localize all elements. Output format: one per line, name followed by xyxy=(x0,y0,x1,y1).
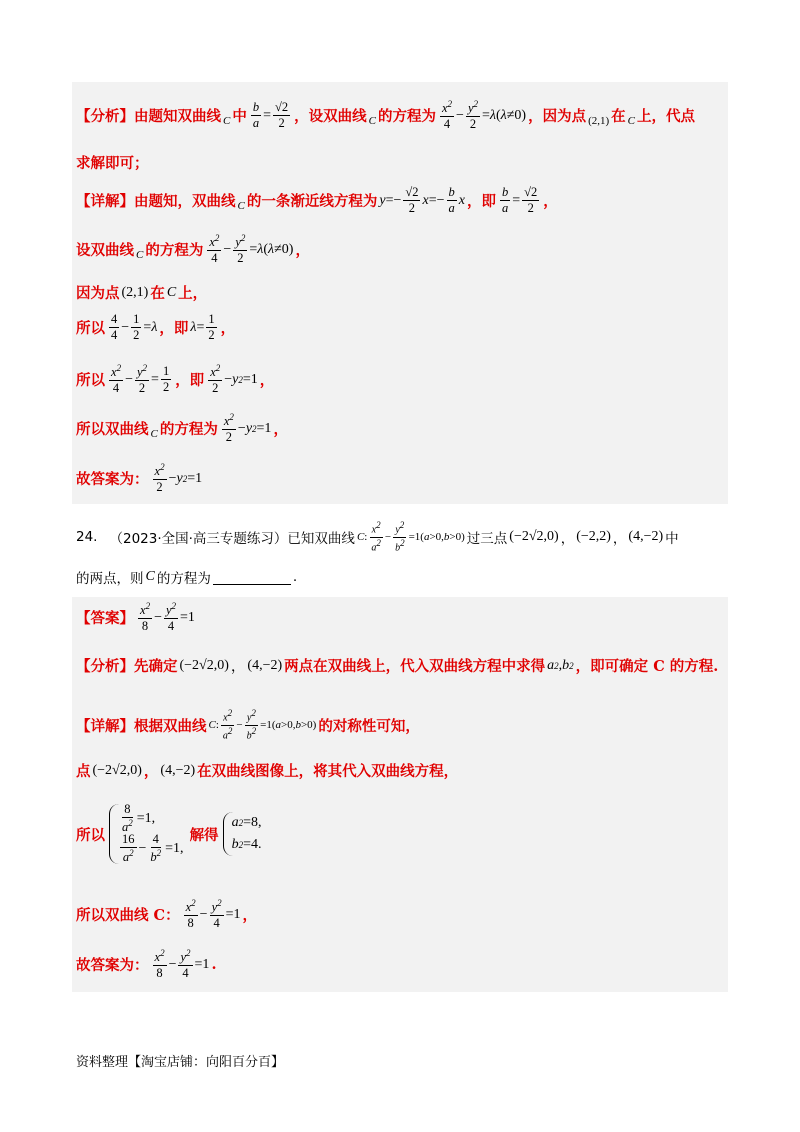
solution-system: a 2 =8, b 2 =4. xyxy=(223,812,264,856)
equation-system: $\frac{8}{a^2}$ =1, $\frac{16}{a^2}$ − $\frac{4}{b^2}$ =1, xyxy=(109,804,186,864)
answer-final-24: 故答案为： $\frac{x^2}{8}$ − $\frac{y^2}{4}$ =1 . xyxy=(76,948,217,981)
detail-line-24-1: 【详解】 根据双曲线 C : $\frac{x^2}{a^2}$ − $\frac{y^2}{b^2}$ =1( a >0, b >0) 的对称性可知， xyxy=(76,708,420,742)
question-24-line-1: 24. （2023·全国·高三专题练习）已知双曲线 C : $\frac{x^2}{a^2}$ − $\frac{y^2}{b^2}$ =1( a >0, b >0) 过三点 (−2√2,0) ， (−2,2) ， (4,−2) 中 xyxy=(76,520,679,554)
detail-line-4: 所以 $\frac{4}{4}$ − $\frac{1}{2}$ = λ ，即 λ = $\frac{1}{2}$ ， xyxy=(76,312,236,343)
answer-blank[interactable] xyxy=(213,570,291,585)
analysis-line-2: 求解即可； xyxy=(76,155,149,172)
detail-line-6: 所以双曲线 C 的方程为 $\frac{x^2}{2}$ − y 2 =1 ， xyxy=(76,412,288,445)
detail-line-3: 因为点 (2,1) 在 C 上， xyxy=(76,284,208,302)
footer-credit: 资料整理【淘宝店铺：向阳百分百】 xyxy=(76,1055,285,1070)
detail-line-24-3: 所以 $\frac{8}{a^2}$ =1, $\frac{16}{a^2}$ − $\frac{4}{b^2}$ =1, 解得 a 2 =8, b 2 =4. xyxy=(76,802,262,865)
analysis-line-24: 【分析】 先确定 (−2√2,0) ， (4,−2) 两点在双曲线上，代入双曲线方程中求得 a 2 , b 2 ，即可确定 C 的方程. xyxy=(76,657,719,675)
detail-line-5: 所以 $\frac{x^2}{4}$ − $\frac{y^2}{2}$ = $\frac{1}{2}$ ，即 $\frac{x^2}{2}$ − y 2 =1 ， xyxy=(76,363,275,396)
answer-line-24: 【答案】 $\frac{x^2}{8}$ − $\frac{y^2}{4}$ =1 xyxy=(76,601,195,634)
answer-line-23: 故答案为： $\frac{x^2}{2}$ − y 2 =1 xyxy=(76,462,203,495)
detail-line-24-4: 所以双曲线 C： $\frac{x^2}{8}$ − $\frac{y^2}{4}$ =1 ， xyxy=(76,898,258,931)
analysis-line: 【分析】 由题知双曲线 C 中 $\frac{b}{a}$ = $\frac{√2}{2}$ ，设双曲线 C 的方程为 $\frac{x^2}{4}$ − $\frac{y^2}{2}$ = λ ( λ ≠0) ，因为点 (2,1) 在 C 上，代点 xyxy=(76,99,696,132)
question-24-line-2: 的两点，则 C 的方程为 . xyxy=(76,569,298,587)
detail-line-24-2: 点 (−2√2,0) ， (4,−2) 在双曲线图像上，将其代入双曲线方程， xyxy=(76,762,459,780)
detail-line-2: 设双曲线 C 的方程为 $\frac{x^2}{4}$ − $\frac{y^2}{2}$ = λ ( λ ≠0) ， xyxy=(76,233,310,266)
detail-line-1: 【详解】 由题知，双曲线 C 的一条渐近线方程为 y =− $\frac{√2}{2}$ x =− $\frac{b}{a}$ x ，即 $\frac{b}{a}$ = $\frac{√2}{2}$ ， xyxy=(76,185,558,216)
